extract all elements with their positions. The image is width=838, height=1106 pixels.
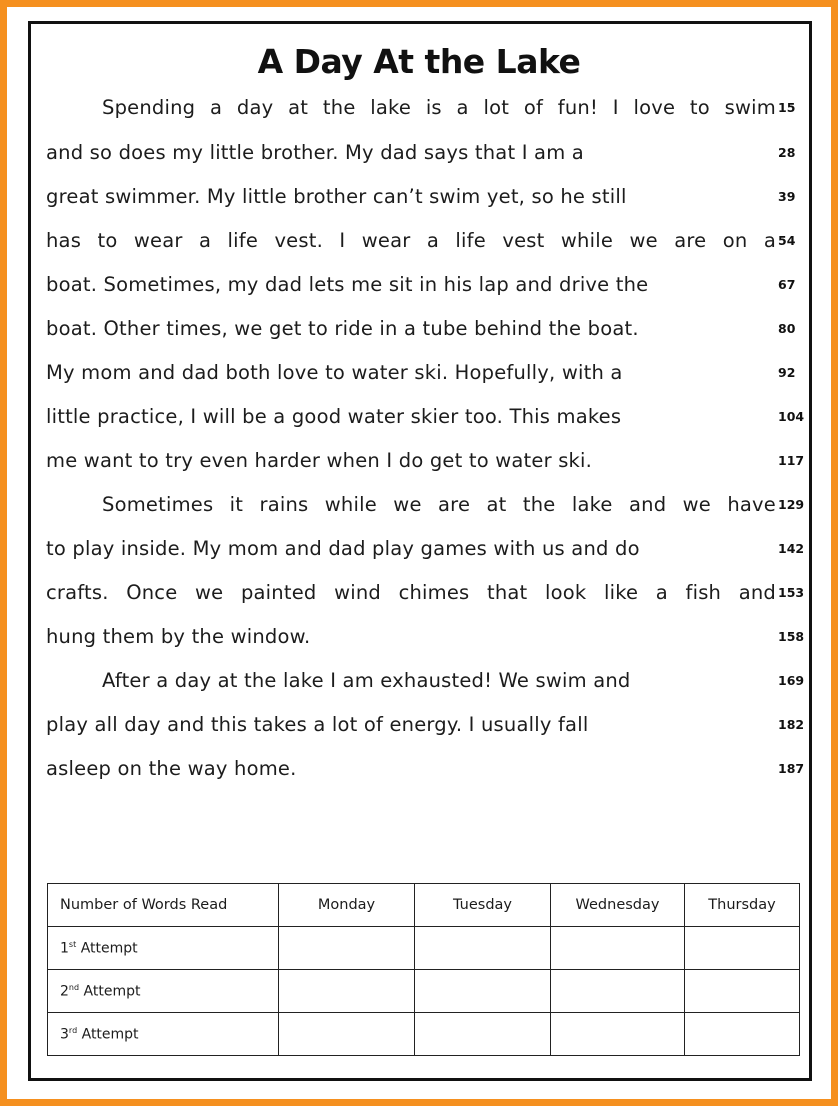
word-count: 54	[778, 233, 796, 248]
attempt-label: 3rd Attempt	[48, 1013, 279, 1056]
passage-line: My mom and dad both love to water ski. Hopefully, with a	[46, 361, 623, 384]
passage-line: boat. Other times, we get to ride in a tube behind the boat.	[46, 317, 639, 340]
word-count: 92	[778, 365, 796, 380]
word-count: 129	[778, 497, 805, 512]
entry-cell[interactable]	[685, 1013, 800, 1056]
header-wednesday: Wednesday	[551, 884, 685, 927]
passage-line: play all day and this takes a lot of energy. I usually fall	[46, 713, 589, 736]
word-count: 28	[778, 145, 796, 160]
word-count: 158	[778, 629, 805, 644]
table-row	[48, 970, 800, 1013]
entry-cell[interactable]	[279, 970, 415, 1013]
passage-line: to play inside. My mom and dad play games with us and do	[46, 537, 640, 560]
word-count: 39	[778, 189, 796, 204]
header-monday: Monday	[279, 884, 415, 927]
word-count: 169	[778, 673, 805, 688]
passage-line: crafts. Once we painted wind chimes that look like a fish and	[46, 581, 776, 604]
word-count: 142	[778, 541, 805, 556]
passage-line: great swimmer. My little brother can’t swim yet, so he still	[46, 185, 627, 208]
entry-cell[interactable]	[551, 970, 685, 1013]
passage-line: me want to try even harder when I do get to water ski.	[46, 449, 593, 472]
entry-cell[interactable]	[551, 1013, 685, 1056]
passage-line: After a day at the lake I am exhausted! We swim and	[102, 669, 631, 692]
passage-line: has to wear a life vest. I wear a life vest while we are on a	[46, 229, 776, 252]
page-title: A Day At the Lake	[257, 42, 581, 81]
attempt-label: 2nd Attempt	[48, 970, 279, 1013]
word-count: 182	[778, 717, 805, 732]
passage-line: asleep on the way home.	[46, 757, 297, 780]
word-count: 80	[778, 321, 796, 336]
header-tuesday: Tuesday	[415, 884, 551, 927]
attempt-label: 1st Attempt	[48, 927, 279, 970]
entry-cell[interactable]	[279, 927, 415, 970]
passage-line: little practice, I will be a good water skier too. This makes	[46, 405, 622, 428]
header-thursday: Thursday	[685, 884, 800, 927]
word-count: 67	[778, 277, 796, 292]
word-count: 15	[778, 100, 796, 115]
word-count: 153	[778, 585, 805, 600]
passage-line: boat. Sometimes, my dad lets me sit in his lap and drive the	[46, 273, 649, 296]
words-read-table	[47, 883, 800, 1056]
table-row	[48, 927, 800, 970]
header-words-read: Number of Words Read	[48, 884, 279, 927]
entry-cell[interactable]	[415, 970, 551, 1013]
entry-cell[interactable]	[415, 1013, 551, 1056]
passage-line: hung them by the window.	[46, 625, 311, 648]
entry-cell[interactable]	[279, 1013, 415, 1056]
word-count: 104	[778, 409, 805, 424]
table-header-row	[48, 884, 800, 927]
passage-line: Spending a day at the lake is a lot of fun! I love to swim	[102, 96, 776, 119]
entry-cell[interactable]	[551, 927, 685, 970]
entry-cell[interactable]	[685, 927, 800, 970]
entry-cell[interactable]	[685, 970, 800, 1013]
word-count: 117	[778, 453, 805, 468]
entry-cell[interactable]	[415, 927, 551, 970]
passage-line: and so does my little brother. My dad says that I am a	[46, 141, 584, 164]
passage-line: Sometimes it rains while we are at the lake and we have	[102, 493, 776, 516]
table-row	[48, 1013, 800, 1056]
word-count: 187	[778, 761, 805, 776]
